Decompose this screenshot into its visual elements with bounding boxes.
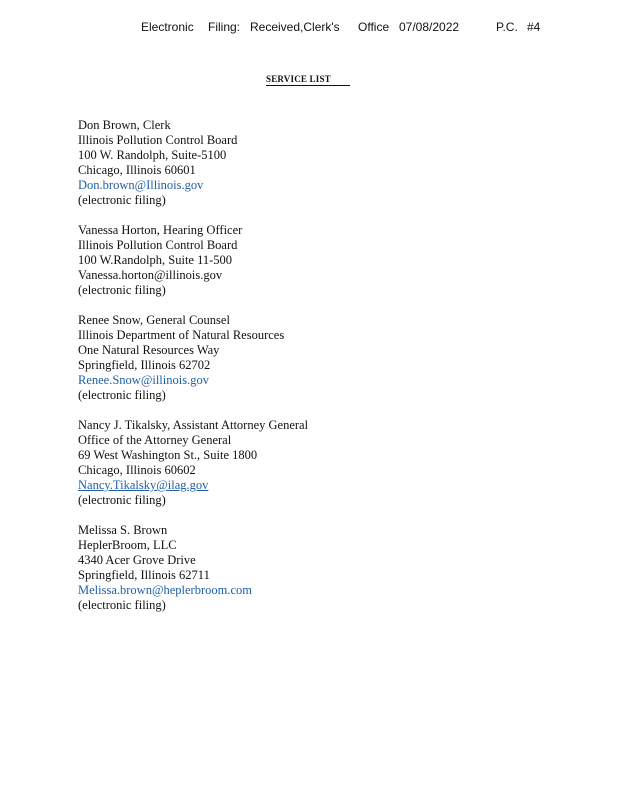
list-item	[78, 523, 498, 613]
filing-note: (electronic filing)	[78, 598, 166, 612]
contact-name: Melissa S. Brown	[78, 523, 168, 537]
address-line: 100 W.Randolph, Suite 11-500	[78, 253, 233, 267]
email-link[interactable]: Nancy.Tikalsky@ilag.gov	[78, 478, 209, 492]
header-pc: P.C.	[496, 20, 518, 34]
address-line: One Natural Resources Way	[78, 343, 220, 357]
email-text: Vanessa.horton@illinois.gov	[78, 268, 223, 282]
header-number: #4	[527, 20, 541, 34]
header-electronic: Electronic	[141, 20, 194, 34]
list-item	[78, 118, 498, 208]
address-line: Springfield, Illinois 62711	[78, 568, 210, 582]
email-link[interactable]: Renee.Snow@illinois.gov	[78, 373, 209, 387]
contact-name: Vanessa Horton, Hearing Officer	[78, 223, 243, 237]
service-list	[78, 118, 498, 628]
email-link[interactable]: Don.brown@Illinois.gov	[78, 178, 204, 192]
header-office: Office	[358, 20, 390, 34]
contact-name: Nancy J. Tikalsky, Assistant Attorney General	[78, 418, 309, 432]
list-item	[78, 313, 498, 403]
address-line: Springfield, Illinois 62702	[78, 358, 211, 372]
address-line: 100 W. Randolph, Suite-5100	[78, 148, 227, 162]
filing-note: (electronic filing)	[78, 283, 166, 297]
address-line: 69 West Washington St., Suite 1800	[78, 448, 258, 462]
header-date: 07/08/2022	[399, 20, 460, 34]
filing-note: (electronic filing)	[78, 388, 166, 402]
address-line: 4340 Acer Grove Drive	[78, 553, 196, 567]
contact-name: Don Brown, Clerk	[78, 118, 171, 132]
address-line: Illinois Pollution Control Board	[78, 133, 238, 147]
header-received: Received,Clerk's	[250, 20, 340, 34]
document-title: SERVICE LIST	[266, 74, 350, 86]
header-filing: Filing:	[208, 20, 241, 34]
filing-stamp-header	[0, 20, 618, 38]
email-link[interactable]: Melissa.brown@heplerbroom.com	[78, 583, 252, 597]
address-line: Office of the Attorney General	[78, 433, 232, 447]
address-line: Chicago, Illinois 60602	[78, 463, 196, 477]
address-line: Illinois Department of Natural Resources	[78, 328, 285, 342]
filing-note: (electronic filing)	[78, 193, 166, 207]
contact-name: Renee Snow, General Counsel	[78, 313, 230, 327]
filing-note: (electronic filing)	[78, 493, 166, 507]
address-line: HeplerBroom, LLC	[78, 538, 177, 552]
list-item	[78, 223, 498, 298]
address-line: Chicago, Illinois 60601	[78, 163, 196, 177]
address-line: Illinois Pollution Control Board	[78, 238, 238, 252]
list-item	[78, 418, 498, 508]
